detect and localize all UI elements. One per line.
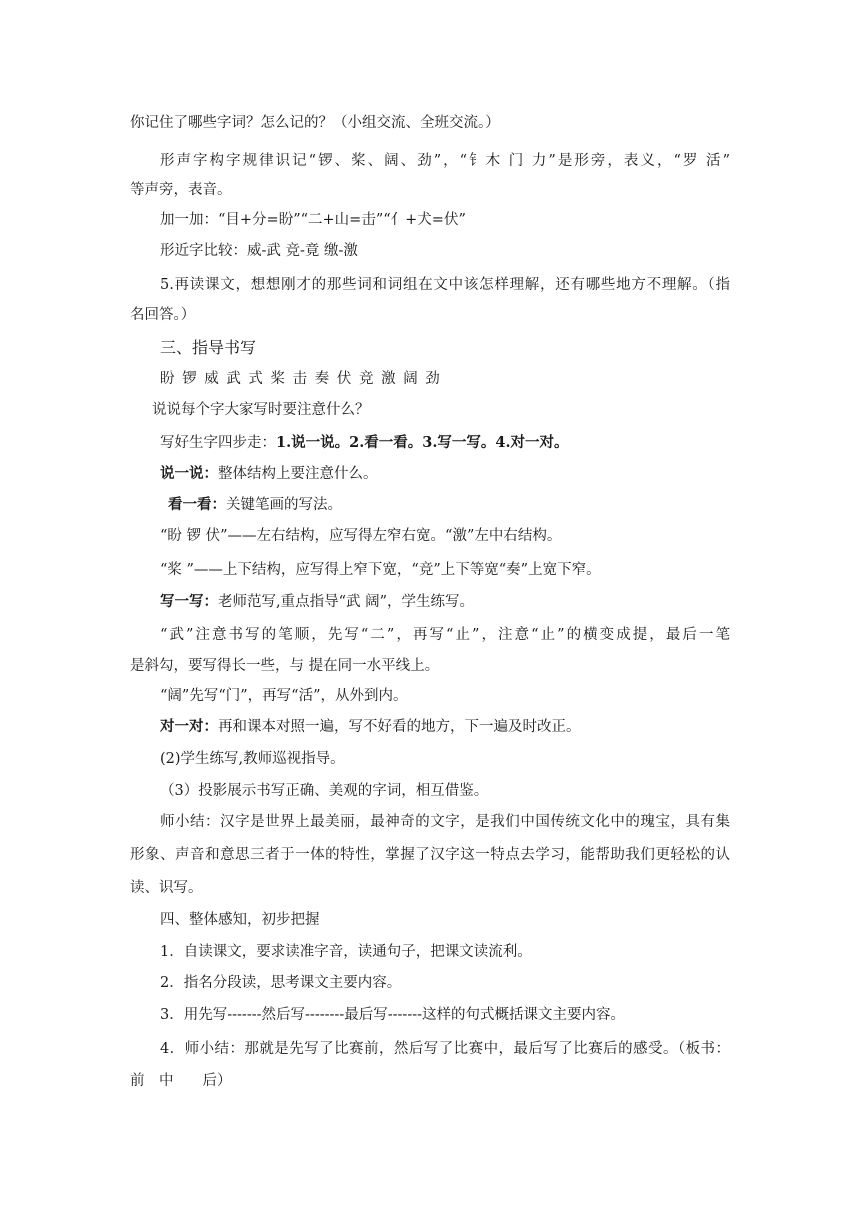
text-line: 形象、声音和意思三者于一体的特性，掌握了汉字这一特点去学习，能帮助我们更轻松的认 — [130, 847, 730, 863]
text-body: 再和课本对照一遍，写不好看的地方，下一遍及时改正。 — [218, 719, 581, 735]
text-line: 形近字比较：威-武 竞-竟 缴-激 — [160, 243, 358, 259]
text-body: 整体结构上要注意什么。 — [218, 466, 378, 482]
text-line — [160, 717, 760, 737]
text-line — [168, 495, 768, 515]
bold-text: 1.说一说。2.看一看。3.写一写。4.对一对。 — [276, 434, 569, 451]
text-body: 老师范写,重点指导“武 阔”，学生练写。 — [218, 594, 475, 610]
text-line: 名回答。） — [130, 307, 196, 323]
text-body: 关键笔画的写法。 — [226, 497, 342, 513]
text-line: “盼 锣 伏”——左右结构，应写得左窄右宽。“激”左中右结构。 — [160, 528, 562, 544]
text-line: “阔”先写“门”，再写“活”，从外到内。 — [160, 688, 408, 704]
text-line: 4．师小结：那就是先写了比赛前，然后写了比赛中，最后写了比赛后的感受。（板书： — [160, 1041, 730, 1057]
text-line: 盼 锣 威 武 式 桨 击 奏 伏 竞 激 阔 劲 — [160, 371, 440, 387]
text-line: 形声字构字规律识记“锣、桨、阔、劲”，“钅木 门 力”是形旁，表义，“罗 活” — [160, 153, 730, 169]
text-line: 说说每个字大家写时要注意什么？ — [152, 402, 370, 418]
bold-text: 对一对： — [160, 718, 218, 735]
text-line: 加一加：“目+分=盼”“二+山=击”“亻+犬=伏” — [160, 212, 466, 228]
text-line: “桨 ”——上下结构，应写得上窄下宽，“竞”上下等宽“奏”上宽下窄。 — [160, 562, 601, 578]
bold-text: 写一写： — [160, 593, 218, 610]
text-line: 师小结：汉字是世界上最美丽，最神奇的文字，是我们中国传统文化中的瑰宝，具有集 — [160, 814, 730, 830]
text-line: 你记住了哪些字词？怎么记的？（小组交流、全班交流。） — [130, 115, 500, 131]
bold-text: 看一看： — [168, 496, 226, 513]
text-line: （3）投影展示书写正确、美观的字词，相互借鉴。 — [160, 783, 489, 799]
text-line: 等声旁，表音。 — [130, 182, 232, 198]
text-line: (2)学生练写,教师巡视指导。 — [160, 751, 345, 767]
section-heading: 四、整体感知，初步把握 — [160, 912, 320, 928]
text-line: 2．指名分段读，思考课文主要内容。 — [160, 975, 402, 991]
text-line — [160, 464, 760, 484]
section-heading: 三、指导书写 — [160, 338, 257, 357]
bold-text: 说一说： — [160, 465, 218, 482]
text-line: 1．自读课文，要求读准字音，读通句子，把课文读流利。 — [160, 944, 532, 960]
text-line — [160, 592, 760, 612]
text-line: “武”注意书写的笔顺，先写“二”，再写“止”，注意“止”的横变成提，最后一笔 — [160, 627, 730, 643]
text-line — [160, 433, 760, 453]
text-line: 前 中 后） — [130, 1073, 232, 1089]
text-prefix: 写好生字四步走： — [160, 435, 276, 451]
text-line: 是斜勾，要写得长一些，与 提在同一水平线上。 — [130, 658, 440, 674]
text-line: 5.再读课文，想想刚才的那些词和词组在文中该怎样理解，还有哪些地方不理解。（指 — [160, 277, 730, 293]
text-line: 读、识写。 — [130, 880, 203, 896]
text-line: 3．用先写-------然后写--------最后写-------这样的句式概括课文主要内容。 — [160, 1007, 626, 1023]
